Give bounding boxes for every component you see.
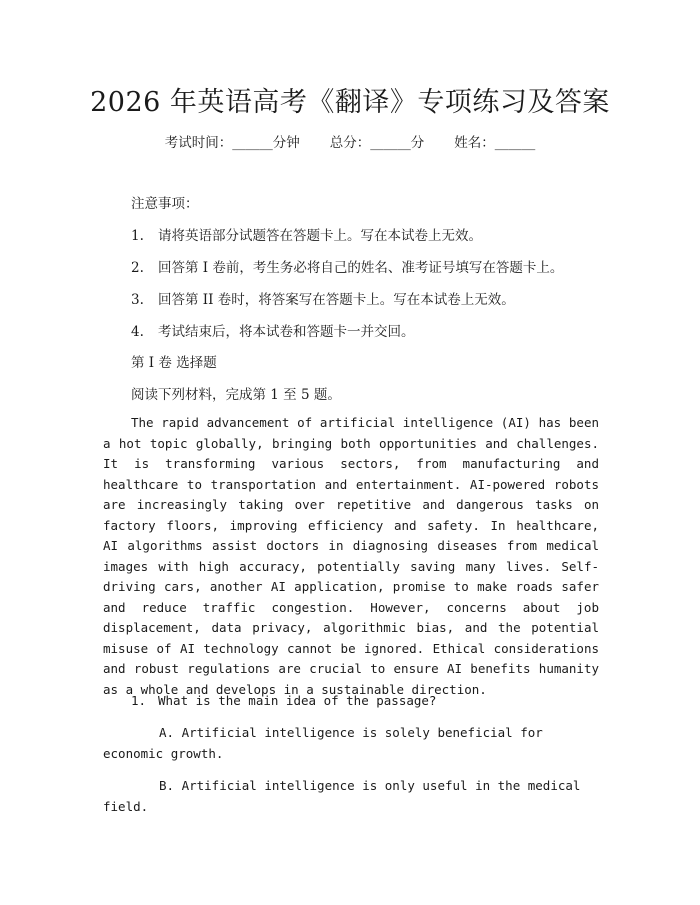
notice-item — [131, 224, 482, 244]
notice-item-text: 考试结束后，将本试卷和答题卡一并交回。 — [158, 324, 415, 340]
reading-instruction: 阅读下列材料，完成第 1 至 5 题。 — [131, 387, 341, 403]
reading-passage: The rapid advancement of artificial intelligence (AI) has been a hot topic globally, bringing both opportunities and challenges. It is transforming various sectors, from manufacturing and healthcare to transportation and entertainment. AI-powered robots are increasingly taking over repetitive and dangerous tasks on factory floors, improving efficiency and safety. In healthcare, AI algorithms assist doctors in diagnosing diseases from medical images with high accuracy, potentially saving many lives. Self-driving cars, another AI application, promise to make roads safer and reduce traffic congestion. However, concerns about job displacement, data privacy, algorithmic bias, and the potential misuse of AI technology cannot be ignored. Ethical considerations and robust regulations are crucial to ensure AI benefits humanity as a whole and develops in a sustainable direction. — [103, 415, 599, 697]
notice-item — [131, 288, 515, 308]
notice-item-text: 回答第 I 卷前，考生务必将自己的姓名、准考证号填写在答题卡上。 — [158, 260, 564, 276]
notice-item — [131, 256, 563, 276]
notice-item — [131, 320, 415, 340]
section-title: 第 I 卷 选择题 — [131, 355, 217, 371]
notice-item-number: 1. — [131, 228, 144, 244]
total-score-label: 总分：______分 — [329, 135, 425, 151]
answer-option-b: B. Artificial intelligence is only useful in the medical field. — [103, 778, 581, 814]
question — [131, 693, 436, 708]
student-name-label: 姓名：______ — [454, 135, 536, 151]
exam-meta-line — [0, 131, 700, 151]
notice-item-number: 4. — [131, 324, 144, 340]
document-title: 2026 年英语高考《翻译》专项练习及答案 — [90, 87, 610, 118]
notice-heading: 注意事项： — [131, 196, 199, 212]
answer-option-a: A. Artificial intelligence is solely beneficial for economic growth. — [103, 725, 543, 761]
question-number: 1. — [131, 693, 147, 708]
notice-item-number: 2. — [131, 260, 144, 276]
notice-item-text: 请将英语部分试题答在答题卡上。写在本试卷上无效。 — [158, 228, 482, 244]
notice-item-text: 回答第 II 卷时，将答案写在答题卡上。写在本试卷上无效。 — [158, 292, 515, 308]
question-text: What is the main idea of the passage? — [158, 693, 437, 708]
notice-item-number: 3. — [131, 292, 144, 308]
exam-time-label: 考试时间：______分钟 — [164, 135, 300, 151]
